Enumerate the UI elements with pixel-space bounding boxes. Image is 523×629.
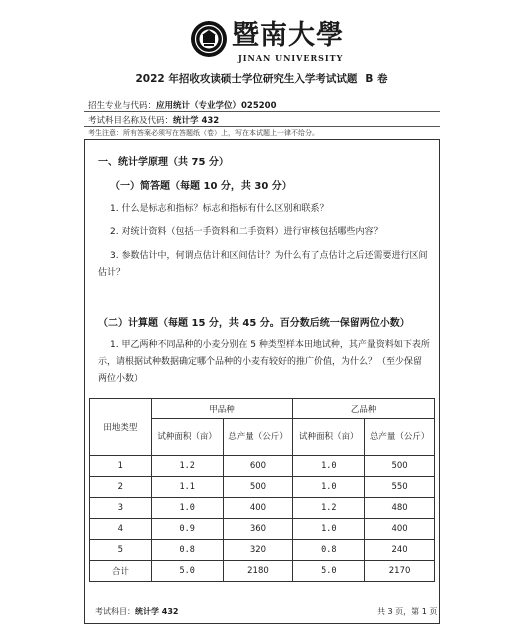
cell-b-yield: 400 xyxy=(365,519,435,540)
footer-subject-label: 考试科目： xyxy=(95,607,135,616)
table-row-total xyxy=(90,561,435,582)
exam-title xyxy=(0,71,523,86)
university-logo xyxy=(190,20,344,64)
cell-b-area: 1.0 xyxy=(293,519,365,540)
question-text: 1. 甲乙两种不同品种的小麦分别在 5 种类型样本田地试种，其产量资料如下表所示，请根据试种数据确定哪个品种的小麦有较好的推广价值，为什么？（至少保留两位小数） xyxy=(98,340,430,384)
candidate-notice: 考生注意：所有答案必须写在答题纸（卷）上，写在本试题上一律不给分。 xyxy=(88,129,319,137)
university-seal-icon xyxy=(190,20,228,58)
cell-type: 2 xyxy=(90,477,152,498)
subject-value: 统计学 432 xyxy=(173,116,220,126)
major-label: 招生专业与代码： xyxy=(88,101,157,111)
table-row xyxy=(90,498,435,519)
header-area: 试种面积（亩） xyxy=(151,419,223,456)
question-text: 3. 参数估计中，何谓点估计和区间估计？为什么有了点估计之后还需要进行区间估计？ xyxy=(98,251,428,278)
table-row xyxy=(90,456,435,477)
footer-subject xyxy=(95,606,178,617)
cell-a-yield: 360 xyxy=(223,519,293,540)
section-title: 一、统计学原理（共 75 分） xyxy=(98,157,229,168)
table-row xyxy=(90,540,435,561)
question-text: 2. 对统计资料（包括一手资料和二手资料）进行审核包括哪些内容？ xyxy=(110,227,383,237)
page-number: 共 3 页，第 1 页 xyxy=(377,607,438,616)
cell-b-yield: 2170 xyxy=(365,561,435,582)
cell-a-area: 1.1 xyxy=(151,477,223,498)
subject-label: 考试科目名称及代码： xyxy=(88,116,174,126)
question-text: 1. 什么是标志和指标？标志和指标有什么区别和联系？ xyxy=(110,204,329,214)
cell-type: 合计 xyxy=(90,561,152,582)
part-title-calculation: （二）计算题（每题 15 分，共 45 分。百分数后统一保留两位小数） xyxy=(98,318,410,329)
header-yield: 总产量（公斤） xyxy=(223,419,293,456)
cell-b-area: 1.0 xyxy=(293,456,365,477)
table-row xyxy=(90,519,435,540)
cell-a-area: 5.0 xyxy=(151,561,223,582)
cell-a-yield: 400 xyxy=(223,498,293,519)
header-variety-a: 甲品种 xyxy=(151,399,293,419)
header-field-type: 田地类型 xyxy=(90,399,152,456)
university-name-en: JINAN UNIVERSITY xyxy=(238,53,344,63)
university-name-cn: 暨南大學 xyxy=(232,20,344,51)
major-line xyxy=(88,99,277,111)
header-variety-b: 乙品种 xyxy=(293,399,435,419)
cell-b-area: 0.8 xyxy=(293,540,365,561)
cell-a-yield: 2180 xyxy=(223,561,293,582)
header-yield: 总产量（公斤） xyxy=(365,419,435,456)
subject-line xyxy=(88,114,219,126)
cell-type: 1 xyxy=(90,456,152,477)
cell-type: 5 xyxy=(90,540,152,561)
cell-a-yield: 600 xyxy=(223,456,293,477)
divider xyxy=(84,126,440,127)
cell-type: 3 xyxy=(90,498,152,519)
major-value: 应用统计（专业学位）025200 xyxy=(156,101,277,111)
header-area: 试种面积（亩） xyxy=(293,419,365,456)
cell-b-area: 1.2 xyxy=(293,498,365,519)
cell-a-area: 0.8 xyxy=(151,540,223,561)
part-title-short-answer: （一）简答题（每题 10 分，共 30 分） xyxy=(110,181,292,192)
cell-b-area: 1.0 xyxy=(293,477,365,498)
cell-b-yield: 550 xyxy=(365,477,435,498)
cell-b-area: 5.0 xyxy=(293,561,365,582)
question-2 xyxy=(98,224,430,241)
calculation-question-1 xyxy=(98,337,430,388)
yield-table xyxy=(89,398,435,582)
cell-type: 4 xyxy=(90,519,152,540)
cell-b-yield: 480 xyxy=(365,498,435,519)
question-3 xyxy=(98,248,430,282)
paper-version: B 卷 xyxy=(365,73,388,85)
question-1 xyxy=(98,201,430,218)
cell-a-area: 1.0 xyxy=(151,498,223,519)
footer-subject-value: 统计学 432 xyxy=(135,607,179,616)
cell-a-area: 0.9 xyxy=(151,519,223,540)
cell-a-yield: 500 xyxy=(223,477,293,498)
exam-title-text: 2022 年招收攻读硕士学位研究生入学考试试题 xyxy=(135,73,358,85)
cell-a-yield: 320 xyxy=(223,540,293,561)
table-row xyxy=(90,477,435,498)
cell-b-yield: 500 xyxy=(365,456,435,477)
divider xyxy=(84,111,440,112)
cell-b-yield: 240 xyxy=(365,540,435,561)
cell-a-area: 1.2 xyxy=(151,456,223,477)
